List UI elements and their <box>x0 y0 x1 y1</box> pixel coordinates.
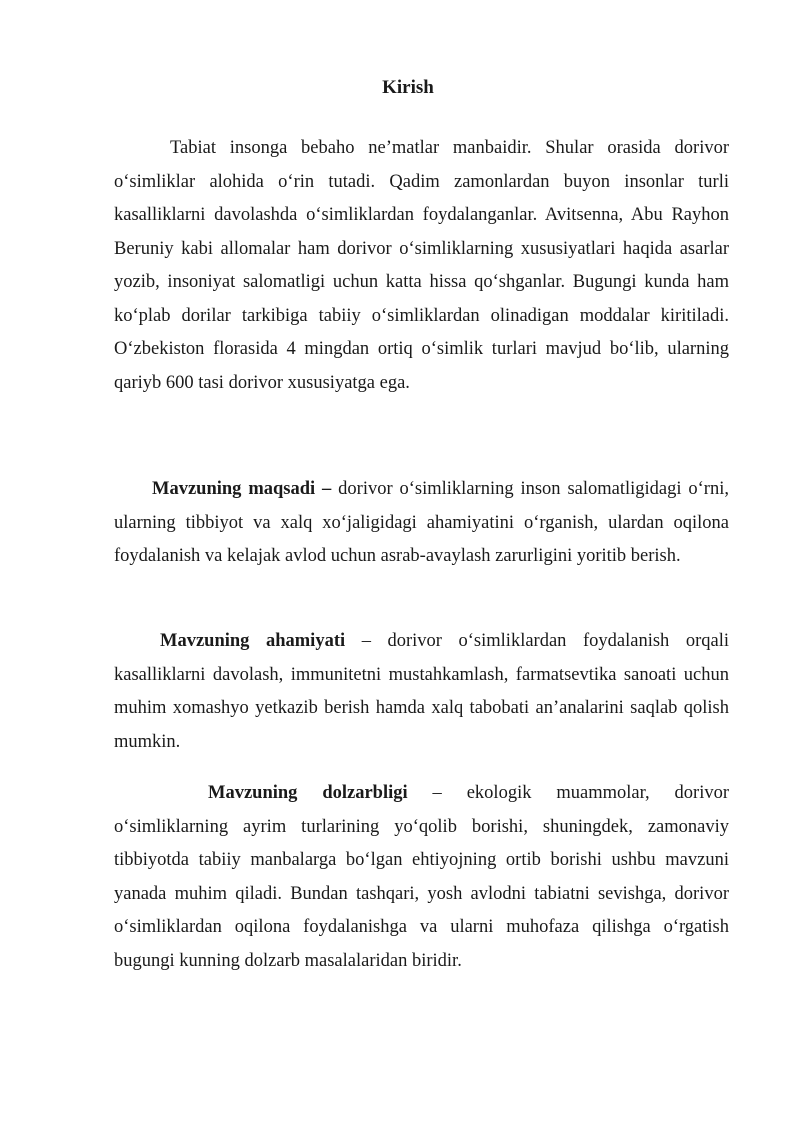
paragraph-text: – dorivor o‘simliklardan foydalanish orqali kasalliklarni davolash, immunitetni mustahkamlash, farmatsevtika sanoati uchun muhim xomashyo yetkazib berish hamda xalq tabobati an’analarini saqlab qolish mumkin. <box>114 631 729 752</box>
paragraph-text: – ekologik muammolar, dorivor o‘simliklarning ayrim turlarining yo‘qolib borishi, shuningdek, zamonaviy tibbiyotda tabiiy manbalarga bo‘lgan ehtiyojning ortib borishi ushbu mavzuni yanada muhim qiladi. Bundan tashqari, yosh avlodni tabiatni sevishga, dorivor o‘simliklardan oqilona foydalanishga va ularni muhofaza qilishga o‘rgatish bugungi kunning dolzarb masalalaridan biridir. <box>114 783 729 971</box>
paragraph-text: dorivor o‘simliklarning inson salomatligidagi o‘rni, ularning tibbiyot va xalq xo‘jaligidagi ahamiyatini o‘rganish, ulardan oqilona foydalanish va kelajak avlod uchun asrab-avaylash zarurligini yoritib berish. <box>114 479 729 566</box>
paragraph-text: Tabiat insonga bebaho ne’matlar manbaidir. Shular orasida dorivor o‘simliklar alohida o‘rin tutadi. Qadim zamonlardan buyon insonlar turli kasalliklarni davolashda o‘simliklardan foydalanganlar. Avitsenna, Abu Rayhon Beruniy kabi allomalar ham dorivor o‘simliklarning xususiyatlari haqida asarlar yozib, insoniyat salomatligi uchun katta hissa qo‘shganlar. Bugungi kunda ham ko‘plab dorilar tarkibiga tabiiy o‘simliklardan olinadigan moddalar kiritiladi. O‘zbekiston florasida 4 mingdan ortiq o‘simlik turlari mavjud bo‘lib, ularning qariyb 600 tasi dorivor xususiyatga ega. <box>114 138 729 393</box>
page-title: Kirish <box>382 77 434 98</box>
paragraph-purpose <box>114 473 729 574</box>
paragraph-lead: Mavzuning ahamiyati <box>160 631 346 651</box>
paragraph-introduction <box>114 132 729 400</box>
paragraph-importance <box>114 625 729 759</box>
paragraph-lead: Mavzuning dolzarbligi <box>208 783 408 803</box>
paragraph-relevance <box>114 777 729 978</box>
paragraph-lead: Mavzuning maqsadi – <box>152 479 332 499</box>
